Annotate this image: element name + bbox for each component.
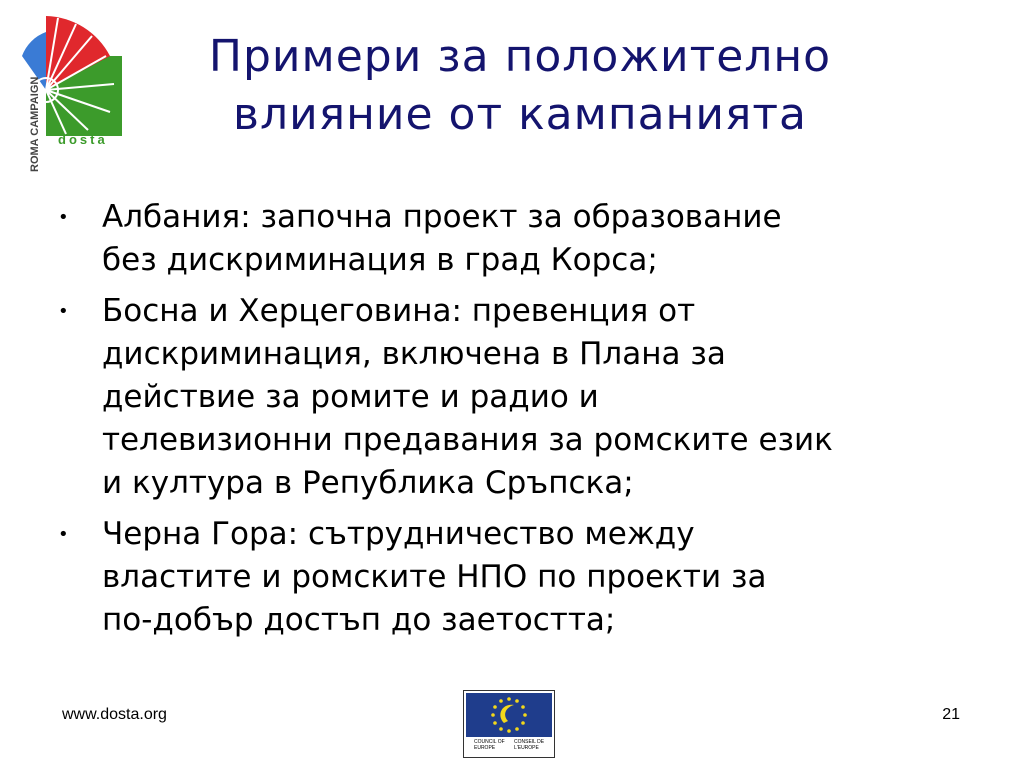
slide-title-line-2: влияние от кампанията (233, 89, 807, 140)
bullet-line: Албания: започна проект за образование (102, 199, 782, 235)
slide-title-line-1: Примери за положително (208, 31, 832, 82)
bullet-line: телевизионни предавания за ромските език (102, 422, 833, 458)
bullet-line: властите и ромските НПО по проекти за (102, 559, 767, 595)
logo-side-text: ROMA CAMPAIGN (29, 76, 41, 172)
bullet-line: Черна Гора: сътрудничество между (102, 516, 695, 552)
bullet-item (58, 513, 978, 642)
logo-word: dosta (58, 132, 108, 147)
bullet-dot: • (58, 207, 69, 228)
coe-caption-en: COUNCIL OF EUROPE (474, 739, 505, 751)
bullet-item (58, 196, 978, 282)
bullet-dot: • (58, 524, 69, 545)
bullet-line: по-добър достъп до заетостта; (102, 602, 616, 638)
bullet-item (58, 290, 978, 505)
slide-title (150, 28, 890, 144)
bullet-line: дискриминация, включена в Плана за (102, 336, 726, 372)
bullet-line: без дискриминация в град Корса; (102, 242, 658, 278)
council-of-europe-logo (463, 690, 555, 758)
footer-url: www.dosta.org (62, 706, 167, 723)
bullet-list (58, 196, 978, 650)
coe-caption-fr: CONSEIL DE L'EUROPE (514, 739, 545, 751)
dosta-campaign-logo (18, 12, 126, 172)
bullet-line: и култура в Република Сръпска; (102, 465, 634, 501)
bullet-line: Босна и Херцеговина: превенция от (102, 293, 696, 329)
coe-flag (466, 693, 552, 737)
bullet-line: действие за ромите и радио и (102, 379, 599, 415)
bullet-dot: • (58, 301, 69, 322)
page-number: 21 (942, 706, 960, 723)
